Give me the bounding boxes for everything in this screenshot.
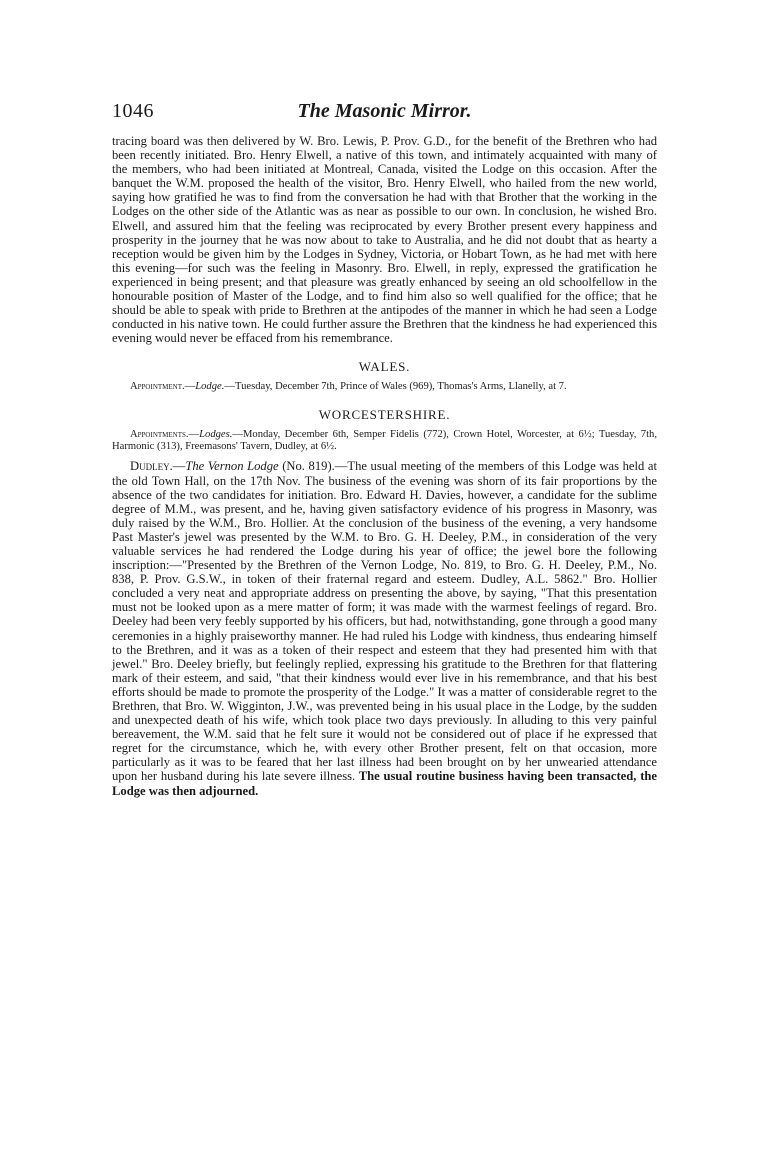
report-separator: — — [172, 459, 186, 474]
notice-kind: Lodges. — [199, 429, 233, 441]
report-lodge-name: The Vernon Lodge — [185, 459, 279, 474]
section-heading-worcestershire: WORCESTERSHIRE. — [318, 407, 451, 423]
notice-text: —Tuesday, December 7th, Prince of Wales (969), Thomas's Arms, Llanelly, at 7. — [224, 381, 567, 393]
notice-separator: — — [188, 429, 200, 441]
notice-label: Appointments. — [130, 429, 189, 441]
notice-kind: Lodge. — [195, 381, 225, 393]
wales-appointment-notice — [112, 381, 657, 393]
worcestershire-appointments-notice — [112, 429, 657, 453]
page-number: 1046 — [112, 100, 154, 122]
running-title: The Masonic Mirror. — [297, 100, 472, 122]
notice-text: —Monday, December 6th, Semper Fidelis (772), Crown Hotel, Worcester, at 6½; Tuesday, 7th, Harmonic (313), Freemasons' Tavern, Dudley, at 6½. — [112, 429, 657, 453]
section-heading-wales: WALES. — [358, 359, 411, 375]
report-place: Dudley. — [130, 459, 173, 474]
dudley-report-paragraph — [112, 459, 657, 797]
notice-separator: — — [184, 381, 196, 393]
page-header — [112, 100, 657, 134]
report-text: (No. 819).—The usual meeting of the members of this Lodge was held at the old Town Hall, on the 17th Nov. The business of the evening was shorn of its fair proportions by the absence of the two candidates for initiation. Bro. Edward H. Davies, however, a candidate for the sublime degree of M.M., was present, and he, having given satisfactory evidence of his progress in Masonry, was duly raised by the W.M., Bro. Hollier. At the conclusion of the business of the evening, a very handsome Past Master's jewel was presented by the W.M. to Bro. G. H. Deeley, P.M., in consideration of the very valuable services he had rendered the Lodge during his year of office; the jewel bore the following inscription:—"Presented by the Brethren of the Vernon Lodge, No. 819, to Bro. G. H. Deeley, P.M., No. 838, P. Prov. G.S.W., in token of their fraternal regard and esteem. Dudley, A.L. 5862." Bro. Hollier concluded a very neat and appropriate address on presenting the above, by saying, "That this presentation must not be looked upon as a mere matter of form; it was made with the warmest feelings of regard. Bro. Deeley had been very feebly supported by his officers, but had, notwithstanding, gone through a good many ceremonies in a highly praiseworthy manner. He had ruled his Lodge with kindness, thus endearing himself to the Brethren, and it was as a token of their respect and esteem that they had presented him with that jewel." Bro. Deeley briefly, but feelingly replied, expressing his gratitude to the Brethren for that flattering mark of their esteem, and said, "that their kindness would ever live in his remembrance, and that his best efforts should be made to promote the prosperity of the Lodge." It was a matter of considerable regret to the Brethren, that Bro. W. Wigginton, J.W., was prevented being in his usual place in the Lodge, by the sudden and unexpected death of his wife, which took place two days previously. In alluding to this very painful bereavement, the W.M. said that he felt sure it would not be considered out of place if he expressed that regret for the circumstance, which he, with every other Brother present, felt on that occasion, more particularly as it was to be feared that her last illness had been brought on by her unwearied attendance upon her husband during his late severe illness. — [112, 459, 657, 784]
page — [112, 100, 657, 798]
intro-paragraph: tracing board was then delivered by W. Bro. Lewis, P. Prov. G.D., for the benefit of the Brethren who had been recently initiated. Bro. Henry Elwell, a native of this town, and intimately acquainted with many of the members, who had been initiated at Montreal, Canada, visited the Lodge on this occasion. After the banquet the W.M. proposed the health of the visitor, Bro. Henry Elwell, who hailed from the new world, saying how gratified he was to find from the conversation he had with that Brother that the working in the Lodges on the other side of the Atlantic was as near as possible to our own. In conclusion, he wished Bro. Elwell, and assured him that the feeling was reciprocated by every Brother present every happiness and prosperity in the journey that he was now about to take to Australia, and he did not doubt that as hearty a reception would be given him by the Lodges in Sydney, Victoria, or Hobart Town, as he had met with here this evening—for such was the feeling in Masonry. Bro. Elwell, in reply, expressed the gratification he experienced in being present; and that pleasure was greatly enhanced by seeing an old schoolfellow in the honourable position of Master of the Lodge, and to find him also so well qualified for the office; that he should be able to speak with pride to Brethren at the antipodes of the manner in which he had seen a Lodge conducted in his native town. He could further assure the Brethren that the kindness he had experienced this evening would never be effaced from his remembrance. — [112, 134, 657, 346]
notice-label: Appointment. — [130, 381, 185, 393]
report-closing-sentence: The usual routine business having been transacted, the Lodge was then adjourned. — [112, 769, 657, 798]
